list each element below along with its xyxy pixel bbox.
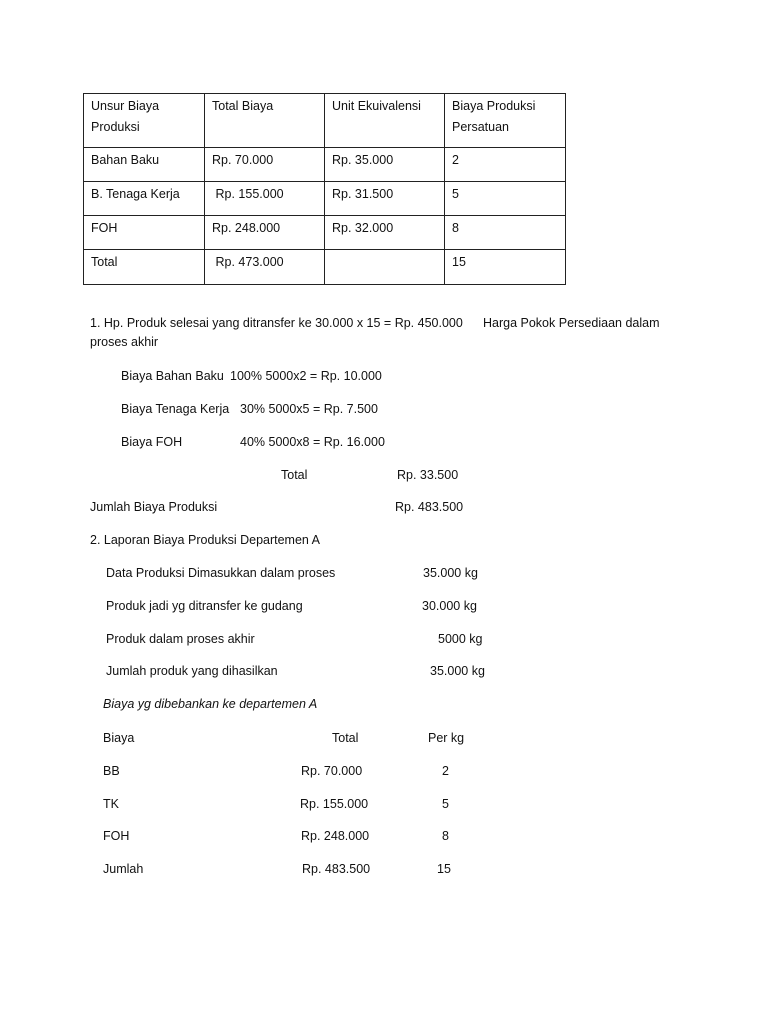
data-label: Data Produksi Dimasukkan dalam proses xyxy=(106,566,336,580)
header-line: Produksi xyxy=(91,120,140,134)
cost-header-total: Total xyxy=(332,731,359,745)
table-cell: 2 xyxy=(445,148,566,182)
header-line: Total Biaya xyxy=(212,99,274,113)
table-cell: Rp. 31.500 xyxy=(325,182,445,216)
data-label: Produk jadi yg ditransfer ke gudang xyxy=(106,599,303,613)
jumlah-label: Jumlah Biaya Produksi xyxy=(90,500,218,514)
item-calc: 40% 5000x8 = Rp. 16.000 xyxy=(240,435,385,449)
table-cell xyxy=(205,182,325,216)
table-cell: B. Tenaga Kerja xyxy=(84,182,205,216)
cost-total: Rp. 155.000 xyxy=(300,797,369,811)
table-cell: Total xyxy=(84,250,205,285)
cost-header-biaya: Biaya xyxy=(103,731,135,745)
cost-total: Rp. 483.500 xyxy=(302,862,371,876)
item-label: Biaya Tenaga Kerja xyxy=(121,402,230,416)
section2-subheading: Biaya yg dibebankan ke departemen A xyxy=(103,697,318,711)
table-cell xyxy=(205,250,325,285)
table-cell: Rp. 32.000 xyxy=(325,216,445,250)
table-cell: 15 xyxy=(445,250,566,285)
cost-biaya: TK xyxy=(103,797,119,811)
data-value: 35.000 kg xyxy=(430,664,485,678)
cost-per: 5 xyxy=(442,797,449,811)
total-label: Total xyxy=(281,468,308,482)
header-cell xyxy=(205,94,325,148)
table-header-row xyxy=(84,94,566,148)
cost-biaya: BB xyxy=(103,764,120,778)
table-row xyxy=(84,216,566,250)
header-line: Unsur Biaya xyxy=(91,99,160,113)
header-line: Biaya Produksi xyxy=(452,99,536,113)
table-row xyxy=(84,182,566,216)
table-cell: Rp. 35.000 xyxy=(325,148,445,182)
section1-line1-cont: proses akhir xyxy=(90,335,159,349)
table-cell: Bahan Baku xyxy=(84,148,205,182)
item-calc: 30% 5000x5 = Rp. 7.500 xyxy=(240,402,378,416)
data-label: Jumlah produk yang dihasilkan xyxy=(106,664,278,678)
item-label: Biaya Bahan Baku xyxy=(121,369,224,383)
table-cell: Rp. 70.000 xyxy=(205,148,325,182)
data-value: 5000 kg xyxy=(438,632,483,646)
total-value: Rp. 33.500 xyxy=(397,468,459,482)
header-line: Persatuan xyxy=(452,120,509,134)
table-total-row xyxy=(84,250,566,285)
cost-table xyxy=(83,93,566,285)
section1-line1: 1. Hp. Produk selesai yang ditransfer ke 30.000 x 15 = Rp. 450.000 xyxy=(90,316,463,330)
data-value: 30.000 kg xyxy=(422,599,477,613)
section1-line1-right: Harga Pokok Persediaan dalam xyxy=(483,316,660,330)
cost-per: 15 xyxy=(437,862,451,876)
table-cell: 8 xyxy=(445,216,566,250)
table-row xyxy=(84,148,566,182)
cost-total: Rp. 70.000 xyxy=(301,764,363,778)
cell-text: Rp. 473.000 xyxy=(215,255,284,269)
cost-biaya: Jumlah xyxy=(103,862,144,876)
data-value: 35.000 kg xyxy=(423,566,478,580)
header-cell xyxy=(325,94,445,148)
jumlah-value: Rp. 483.500 xyxy=(395,500,464,514)
header-cell xyxy=(445,94,566,148)
cost-biaya: FOH xyxy=(103,829,130,843)
cost-per: 8 xyxy=(442,829,449,843)
header-cell xyxy=(84,94,205,148)
table-cell xyxy=(325,250,445,285)
cell-text: Rp. 155.000 xyxy=(215,187,284,201)
cost-total: Rp. 248.000 xyxy=(301,829,370,843)
cost-per: 2 xyxy=(442,764,449,778)
table-cell: 5 xyxy=(445,182,566,216)
cost-header-per: Per kg xyxy=(428,731,465,745)
table-cell: FOH xyxy=(84,216,205,250)
section2-heading: 2. Laporan Biaya Produksi Departemen A xyxy=(90,533,320,547)
table-cell: Rp. 248.000 xyxy=(205,216,325,250)
item-calc: 100% 5000x2 = Rp. 10.000 xyxy=(230,369,382,383)
item-label: Biaya FOH xyxy=(121,435,183,449)
data-label: Produk dalam proses akhir xyxy=(106,632,255,646)
header-line: Unit Ekuivalensi xyxy=(332,99,421,113)
